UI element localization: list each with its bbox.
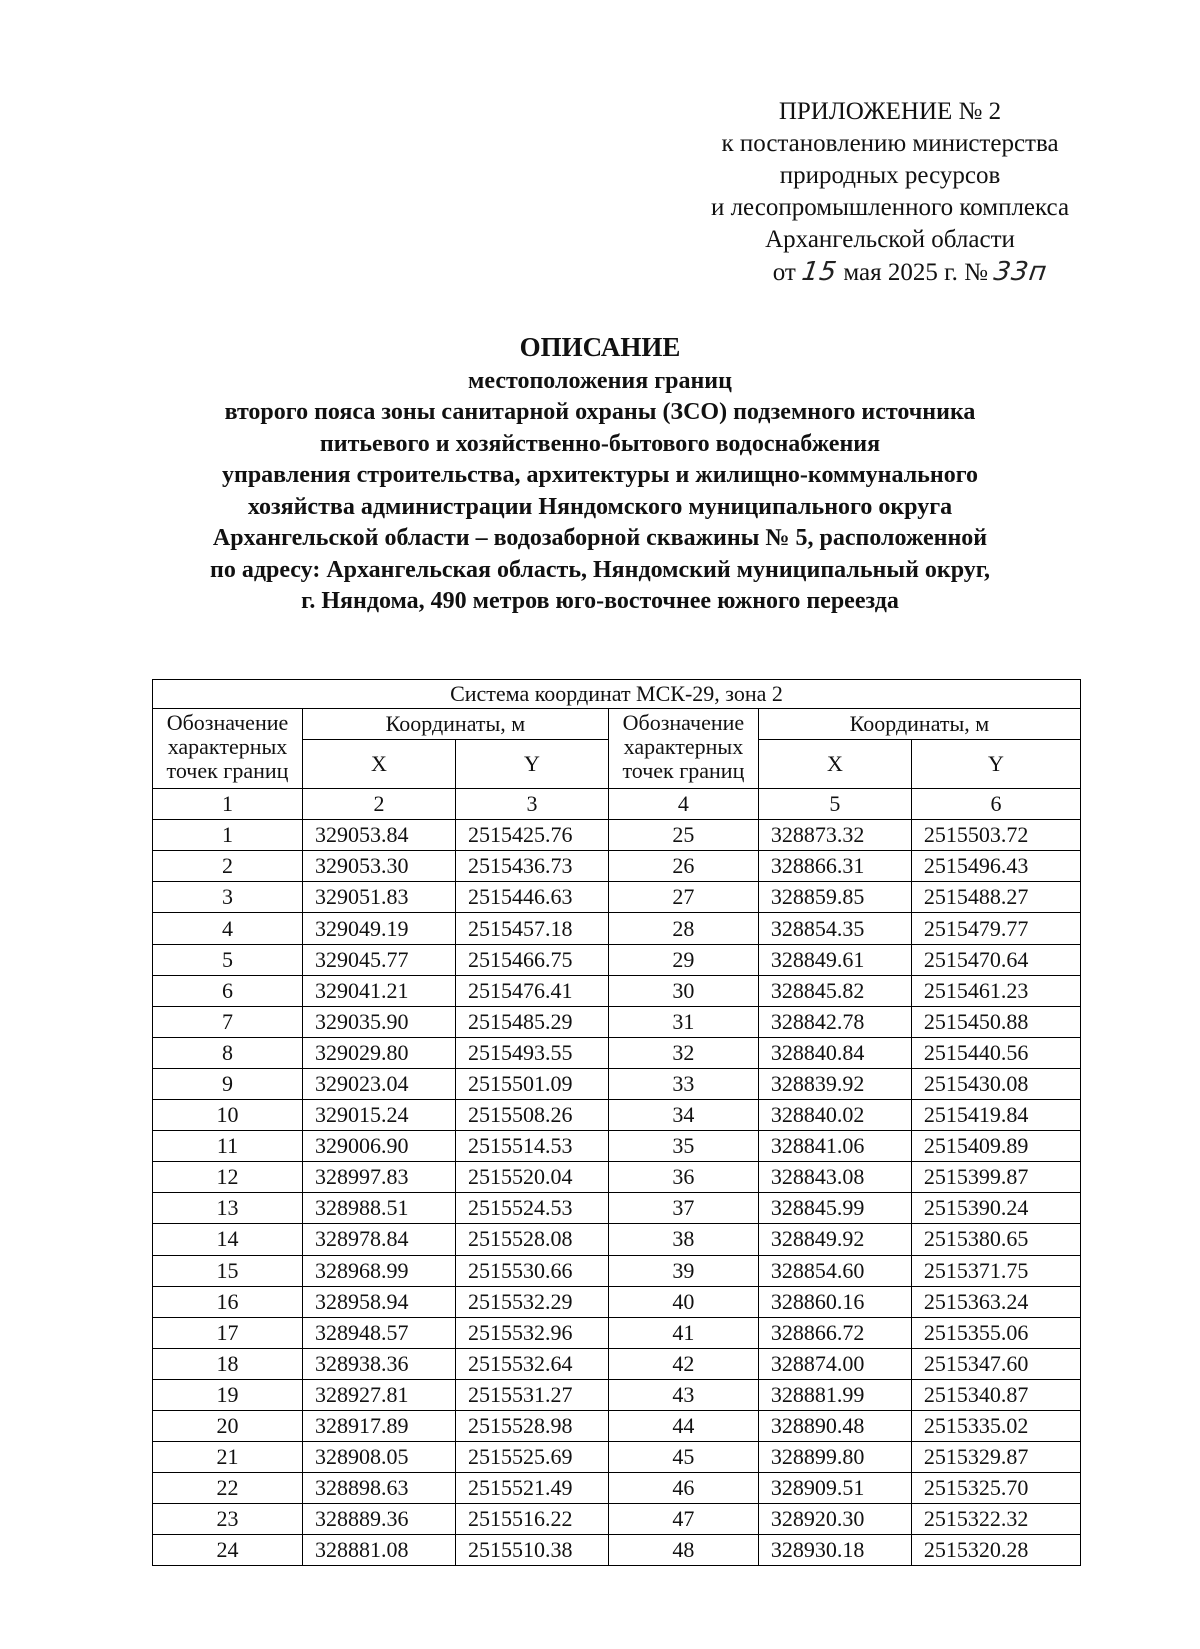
table-row: [153, 1286, 1081, 1317]
x-coordinate: 328841.06: [758, 1131, 911, 1162]
y-coordinate: 2515440.56: [911, 1037, 1080, 1068]
point-id: 19: [153, 1379, 303, 1410]
y-coordinate: 2515528.08: [455, 1224, 608, 1255]
x-coordinate: 328889.36: [302, 1504, 455, 1535]
title-main: ОПИСАНИЕ: [519, 332, 681, 362]
table-row: [153, 1317, 1081, 1348]
date-rest: мая 2025 г. №: [843, 259, 988, 286]
title-line: по адресу: Архангельская область, Няндомский муниципальный округ,: [210, 556, 990, 583]
point-id: 8: [153, 1037, 303, 1068]
y-coordinate: 2515461.23: [911, 975, 1080, 1006]
point-id: 11: [153, 1131, 303, 1162]
y-coordinate: 2515430.08: [911, 1068, 1080, 1099]
y-coordinate: 2515501.09: [455, 1068, 608, 1099]
x-coordinate: 329015.24: [302, 1100, 455, 1131]
y-coordinate: 2515485.29: [455, 1006, 608, 1037]
x-coordinate: 328917.89: [302, 1410, 455, 1441]
y-coordinate: 2515325.70: [911, 1473, 1080, 1504]
point-id: 46: [608, 1473, 758, 1504]
table-row: [153, 975, 1081, 1006]
x-coordinate: 329049.19: [302, 913, 455, 944]
y-coordinate: 2515532.64: [455, 1348, 608, 1379]
point-id: 21: [153, 1442, 303, 1473]
point-id: 27: [608, 882, 758, 913]
table-row: [153, 1193, 1081, 1224]
point-id: 30: [608, 975, 758, 1006]
document-title: [100, 332, 1100, 618]
date-day-handwritten: 15: [799, 257, 840, 287]
y-header-right: Y: [911, 740, 1080, 789]
y-coordinate: 2515347.60: [911, 1348, 1080, 1379]
x-header-right: X: [758, 740, 911, 789]
point-id: 43: [608, 1379, 758, 1410]
point-id: 5: [153, 944, 303, 975]
point-id: 39: [608, 1255, 758, 1286]
point-id: 34: [608, 1100, 758, 1131]
y-header-left: Y: [455, 740, 608, 789]
point-id: 41: [608, 1317, 758, 1348]
y-coordinate: 2515514.53: [455, 1131, 608, 1162]
y-coordinate: 2515322.32: [911, 1504, 1080, 1535]
table-row: [153, 944, 1081, 975]
x-coordinate: 328948.57: [302, 1317, 455, 1348]
coords-header-right: Координаты, м: [758, 709, 1080, 740]
x-coordinate: 328908.05: [302, 1442, 455, 1473]
point-id: 13: [153, 1193, 303, 1224]
y-coordinate: 2515363.24: [911, 1286, 1080, 1317]
appendix-header: [660, 96, 1120, 289]
point-label-header-right: Обозначение характерных точек границ: [608, 709, 758, 789]
y-coordinate: 2515340.87: [911, 1379, 1080, 1410]
y-coordinate: 2515380.65: [911, 1224, 1080, 1255]
y-coordinate: 2515329.87: [911, 1442, 1080, 1473]
x-coordinate: 328881.08: [302, 1535, 455, 1566]
x-coordinate: 328927.81: [302, 1379, 455, 1410]
point-id: 31: [608, 1006, 758, 1037]
y-coordinate: 2515525.69: [455, 1442, 608, 1473]
x-coordinate: 328899.80: [758, 1442, 911, 1473]
x-coordinate: 329051.83: [302, 882, 455, 913]
y-coordinate: 2515476.41: [455, 975, 608, 1006]
x-coordinate: 328898.63: [302, 1473, 455, 1504]
table-row: [153, 1473, 1081, 1504]
x-coordinate: 328840.02: [758, 1100, 911, 1131]
point-id: 18: [153, 1348, 303, 1379]
y-coordinate: 2515466.75: [455, 944, 608, 975]
y-coordinate: 2515503.72: [911, 820, 1080, 851]
x-coordinate: 328843.08: [758, 1162, 911, 1193]
table-row: [153, 1131, 1081, 1162]
coordinate-system-header: Система координат МСК-29, зона 2: [153, 680, 1081, 709]
x-coordinate: 328873.32: [758, 820, 911, 851]
y-coordinate: 2515457.18: [455, 913, 608, 944]
table-row: [153, 820, 1081, 851]
y-coordinate: 2515531.27: [455, 1379, 608, 1410]
x-coordinate: 329023.04: [302, 1068, 455, 1099]
y-coordinate: 2515488.27: [911, 882, 1080, 913]
point-id: 47: [608, 1504, 758, 1535]
y-coordinate: 2515524.53: [455, 1193, 608, 1224]
appendix-number: ПРИЛОЖЕНИЕ № 2: [778, 98, 1002, 125]
x-coordinate: 328849.61: [758, 944, 911, 975]
table-row: [153, 1255, 1081, 1286]
x-coordinate: 328860.16: [758, 1286, 911, 1317]
y-coordinate: 2515470.64: [911, 944, 1080, 975]
point-id: 29: [608, 944, 758, 975]
x-coordinate: 328845.82: [758, 975, 911, 1006]
y-coordinate: 2515532.29: [455, 1286, 608, 1317]
point-id: 33: [608, 1068, 758, 1099]
point-id: 25: [608, 820, 758, 851]
point-id: 9: [153, 1068, 303, 1099]
column-number: 3: [455, 789, 608, 820]
appendix-line: и лесопромышленного комплекса: [710, 194, 1070, 221]
y-coordinate: 2515493.55: [455, 1037, 608, 1068]
x-coordinate: 328968.99: [302, 1255, 455, 1286]
column-number: 2: [302, 789, 455, 820]
point-id: 1: [153, 820, 303, 851]
x-coordinate: 328839.92: [758, 1068, 911, 1099]
table-row: [153, 1037, 1081, 1068]
point-id: 23: [153, 1504, 303, 1535]
table-row: [153, 1068, 1081, 1099]
table-row: [153, 1379, 1081, 1410]
x-coordinate: 328938.36: [302, 1348, 455, 1379]
x-coordinate: 328866.31: [758, 851, 911, 882]
table-row: [153, 882, 1081, 913]
doc-number-handwritten: 33п: [992, 257, 1050, 287]
table-row: [153, 1100, 1081, 1131]
appendix-line: природных ресурсов: [779, 162, 1001, 189]
point-id: 38: [608, 1224, 758, 1255]
table-row: [153, 913, 1081, 944]
y-coordinate: 2515446.63: [455, 882, 608, 913]
point-id: 42: [608, 1348, 758, 1379]
point-id: 16: [153, 1286, 303, 1317]
y-coordinate: 2515409.89: [911, 1131, 1080, 1162]
x-coordinate: 328978.84: [302, 1224, 455, 1255]
y-coordinate: 2515335.02: [911, 1410, 1080, 1441]
point-id: 12: [153, 1162, 303, 1193]
x-coordinate: 328881.99: [758, 1379, 911, 1410]
x-coordinate: 328854.35: [758, 913, 911, 944]
table-row: [153, 1348, 1081, 1379]
y-coordinate: 2515450.88: [911, 1006, 1080, 1037]
title-line: управления строительства, архитектуры и жилищно-коммунального: [222, 462, 978, 488]
y-coordinate: 2515390.24: [911, 1193, 1080, 1224]
x-coordinate: 328849.92: [758, 1224, 911, 1255]
point-id: 14: [153, 1224, 303, 1255]
title-line: второго пояса зоны санитарной охраны (ЗСО) подземного источника: [224, 399, 976, 425]
point-id: 24: [153, 1535, 303, 1566]
coordinates-table: [152, 679, 1081, 1566]
y-coordinate: 2515320.28: [911, 1535, 1080, 1566]
x-coordinate: 329035.90: [302, 1006, 455, 1037]
title-line: г. Няндома, 490 метров юго-восточнее южного переезда: [301, 588, 899, 614]
point-id: 10: [153, 1100, 303, 1131]
title-line: питьевого и хозяйственно-бытового водоснабжения: [319, 430, 881, 457]
x-coordinate: 328997.83: [302, 1162, 455, 1193]
y-coordinate: 2515419.84: [911, 1100, 1080, 1131]
y-coordinate: 2515399.87: [911, 1162, 1080, 1193]
point-id: 40: [608, 1286, 758, 1317]
x-coordinate: 328958.94: [302, 1286, 455, 1317]
point-id: 36: [608, 1162, 758, 1193]
title-line: хозяйства администрации Няндомского муниципального округа: [247, 493, 953, 520]
point-id: 3: [153, 882, 303, 913]
point-id: 37: [608, 1193, 758, 1224]
x-coordinate: 328874.00: [758, 1348, 911, 1379]
point-id: 17: [153, 1317, 303, 1348]
table-row: [153, 1224, 1081, 1255]
title-line: местоположения границ: [468, 367, 732, 394]
table-row: [153, 1504, 1081, 1535]
y-coordinate: 2515530.66: [455, 1255, 608, 1286]
table-row: [153, 1006, 1081, 1037]
table-row: [153, 1442, 1081, 1473]
y-coordinate: 2515520.04: [455, 1162, 608, 1193]
table-row: [153, 1162, 1081, 1193]
column-number-row: [153, 789, 1081, 820]
x-coordinate: 329006.90: [302, 1131, 455, 1162]
point-id: 7: [153, 1006, 303, 1037]
table-row: [153, 1535, 1081, 1566]
y-coordinate: 2515510.38: [455, 1535, 608, 1566]
column-number: 4: [608, 789, 758, 820]
x-coordinate: 328890.48: [758, 1410, 911, 1441]
y-coordinate: 2515496.43: [911, 851, 1080, 882]
table-row: [153, 851, 1081, 882]
x-coordinate: 328920.30: [758, 1504, 911, 1535]
x-coordinate: 329053.84: [302, 820, 455, 851]
point-id: 6: [153, 975, 303, 1006]
table-row: [153, 1410, 1081, 1441]
point-id: 4: [153, 913, 303, 944]
coords-header-left: Координаты, м: [302, 709, 608, 740]
column-number: 1: [153, 789, 303, 820]
point-id: 44: [608, 1410, 758, 1441]
point-label-header-left: Обозначение характерных точек границ: [153, 709, 303, 789]
column-number: 6: [911, 789, 1080, 820]
x-coordinate: 328930.18: [758, 1535, 911, 1566]
column-number: 5: [758, 789, 911, 820]
point-id: 45: [608, 1442, 758, 1473]
y-coordinate: 2515516.22: [455, 1504, 608, 1535]
point-id: 26: [608, 851, 758, 882]
x-coordinate: 328859.85: [758, 882, 911, 913]
x-coordinate: 328842.78: [758, 1006, 911, 1037]
point-id: 22: [153, 1473, 303, 1504]
appendix-date-line: [660, 256, 1120, 289]
y-coordinate: 2515532.96: [455, 1317, 608, 1348]
point-id: 2: [153, 851, 303, 882]
point-id: 28: [608, 913, 758, 944]
x-coordinate: 329045.77: [302, 944, 455, 975]
date-prefix: от: [772, 259, 796, 286]
x-coordinate: 329029.80: [302, 1037, 455, 1068]
x-header-left: X: [302, 740, 455, 789]
x-coordinate: 329041.21: [302, 975, 455, 1006]
y-coordinate: 2515371.75: [911, 1255, 1080, 1286]
point-id: 20: [153, 1410, 303, 1441]
point-id: 48: [608, 1535, 758, 1566]
point-id: 32: [608, 1037, 758, 1068]
x-coordinate: 328854.60: [758, 1255, 911, 1286]
y-coordinate: 2515528.98: [455, 1410, 608, 1441]
point-id: 15: [153, 1255, 303, 1286]
x-coordinate: 328866.72: [758, 1317, 911, 1348]
y-coordinate: 2515508.26: [455, 1100, 608, 1131]
y-coordinate: 2515521.49: [455, 1473, 608, 1504]
y-coordinate: 2515436.73: [455, 851, 608, 882]
x-coordinate: 328909.51: [758, 1473, 911, 1504]
point-id: 35: [608, 1131, 758, 1162]
title-line: Архангельской области – водозаборной скважины № 5, расположенной: [212, 525, 988, 551]
x-coordinate: 328840.84: [758, 1037, 911, 1068]
x-coordinate: 328845.99: [758, 1193, 911, 1224]
y-coordinate: 2515479.77: [911, 913, 1080, 944]
appendix-line: к постановлению министерства: [721, 130, 1059, 157]
appendix-line: Архангельской области: [765, 226, 1015, 253]
x-coordinate: 328988.51: [302, 1193, 455, 1224]
x-coordinate: 329053.30: [302, 851, 455, 882]
y-coordinate: 2515425.76: [455, 820, 608, 851]
y-coordinate: 2515355.06: [911, 1317, 1080, 1348]
